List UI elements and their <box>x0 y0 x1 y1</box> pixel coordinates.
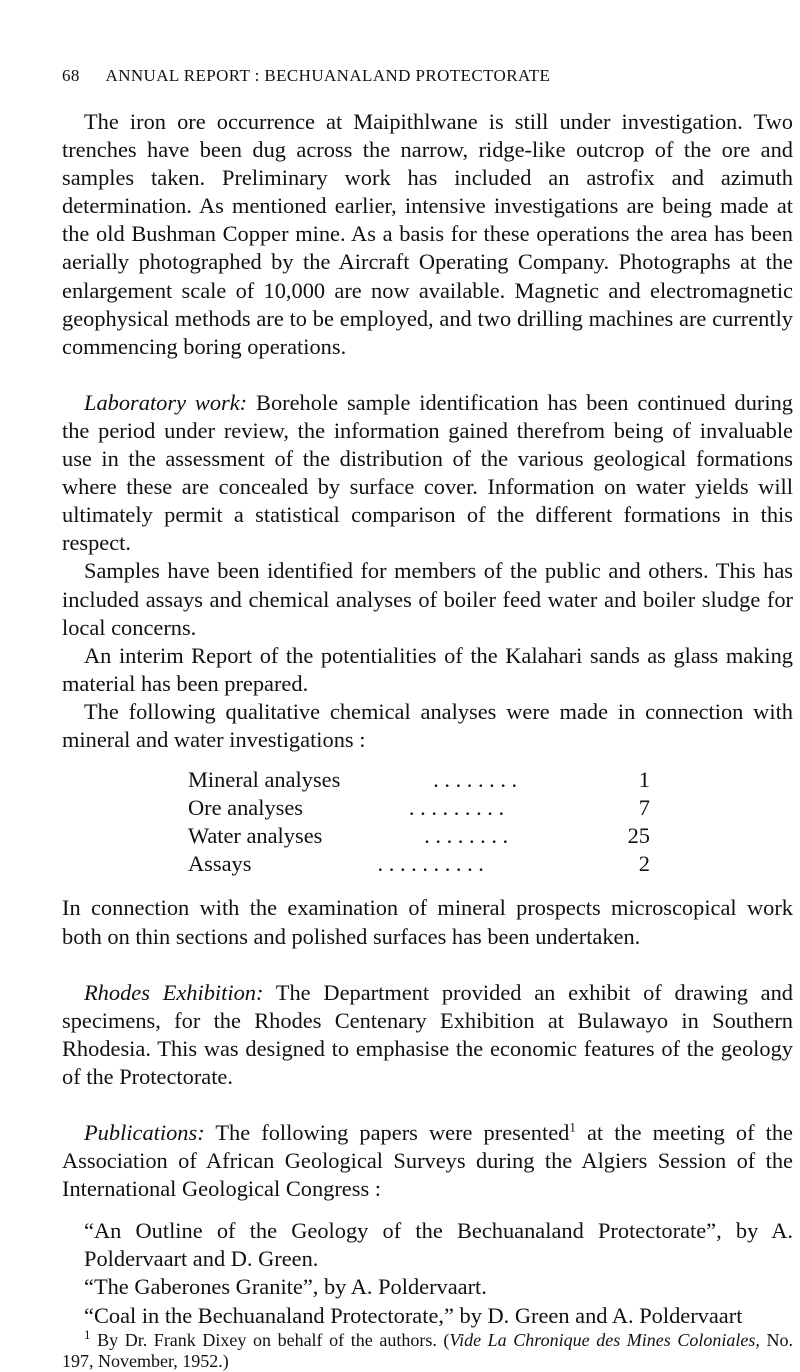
publications-heading: Publications: <box>84 1120 205 1145</box>
rhodes-heading: Rhodes Exhibition: <box>84 979 264 1005</box>
analyses-label: Water analyses <box>188 823 323 849</box>
footnote-text: By Dr. Frank Dixey on behalf of the authors. ( <box>90 1329 450 1350</box>
paper-item: “Coal in the Bechuanaland Protectorate,” by D. Green and A. Poldervaart <box>84 1302 743 1328</box>
analyses-label: Ore analyses <box>188 795 304 821</box>
footnote-italic: Vide La Chronique des Mines Coloniales, <box>449 1329 760 1350</box>
paragraph-iron-ore: The iron ore occurrence at Maipithlwane is still under investigation. Two trenches have been dug across the narrow, ridge-like outcrop of the ore and samples taken. Preliminary work has included an astrofix and azimuth determination. As mentioned earlier, intensive investigations are being made at the old Bushman Copper mine. As a basis for these operations the area has been aerially photographed by the Aircraft Operating Company. Photographs at the enlargement scale of 10,000 are now available. Magnetic and electromagnetic geophysical methods are to be employed, and two drilling machines are currently commencing boring operations. <box>62 109 793 359</box>
page-number: 68 <box>62 66 80 85</box>
analyses-value: 1 <box>638 767 650 793</box>
analyses-dots: . . . . . . . . . <box>408 795 505 821</box>
laboratory-text: Borehole sample identification has been continued during the period under review, the information gained therefrom being of invaluable use in the assessment of the distribution of the various geological formations where these are concealed by surface cover. Information on water yields will ultimately permit a statistical comparison of the different formations in this respect. <box>62 389 794 556</box>
running-header <box>62 66 760 86</box>
paragraph-interim-report: An interim Report of the potentialities of the Kalahari sands as glass making material has been prepared. <box>62 642 793 696</box>
footnote <box>62 1326 794 1372</box>
analyses-row <box>188 766 650 794</box>
footnote-reference: 1 <box>569 1119 576 1135</box>
publications-text-b: at the meeting of the Association of African Geological Surveys during the Algiers Session of the International Geological Congress : <box>62 1120 793 1202</box>
paper-item: “An Outline of the Geology of the Bechuanaland Protectorate”, by A. Poldervaart and D. Green. <box>84 1218 793 1272</box>
analyses-label: Assays <box>188 851 252 877</box>
analyses-dots: . . . . . . . . . . <box>377 851 484 877</box>
publications-text-a: The following papers were presented <box>204 1120 570 1145</box>
paper-item: “The Gaberones Granite”, by A. Poldervaart. <box>84 1274 487 1300</box>
analyses-value: 2 <box>638 851 650 877</box>
paragraph-rhodes-exhibition <box>62 979 793 1091</box>
footnote-mark: 1 <box>84 1326 91 1342</box>
paragraph-following-analyses: The following qualitative chemical analyses were made in connection with mineral and water investigations : <box>62 698 793 752</box>
laboratory-heading: Laboratory work: <box>84 389 248 415</box>
analyses-row <box>188 794 650 822</box>
rhodes-text: The Department provided an exhibit of drawing and specimens, for the Rhodes Centenary Exhibition at Bulawayo in Southern Rhodesia. This was designed to emphasise the economic features of the geology of the Protectorate. <box>62 979 794 1089</box>
analyses-dots: . . . . . . . . <box>433 767 518 793</box>
paragraph-samples: Samples have been identified for members of the public and others. This has included assays and chemical analyses of boiler feed water and boiler sludge for local concerns. <box>62 558 793 640</box>
analyses-row <box>188 822 650 850</box>
footnote-tail: No. 197, November, 1952.) <box>62 1329 794 1371</box>
analyses-row <box>188 850 650 878</box>
analyses-value: 7 <box>638 795 650 821</box>
paragraph-microscopical: In connection with the examination of mineral prospects microscopical work both on thin sections and polished surfaces has been undertaken. <box>62 895 793 949</box>
analyses-table <box>188 766 650 878</box>
analyses-value: 25 <box>627 823 650 849</box>
body-text <box>62 108 793 1372</box>
paragraph-publications <box>62 1119 793 1203</box>
analyses-label: Mineral analyses <box>188 767 341 793</box>
paragraph-laboratory <box>62 389 793 558</box>
running-title: ANNUAL REPORT : BECHUANALAND PROTECTORATE <box>105 66 551 85</box>
analyses-dots: . . . . . . . . <box>424 823 509 849</box>
